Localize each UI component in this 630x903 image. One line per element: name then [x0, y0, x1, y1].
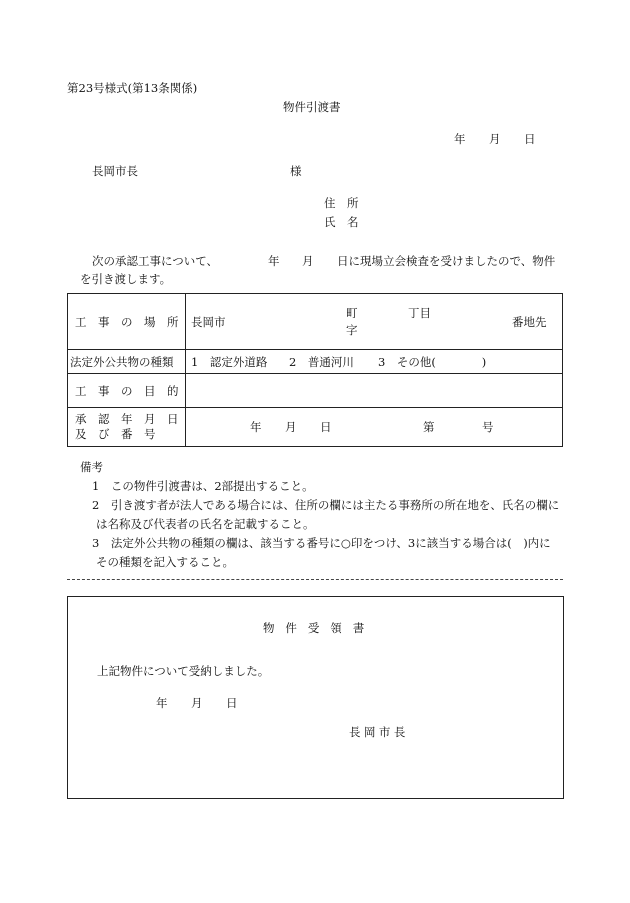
name-label: 氏 名	[324, 215, 359, 229]
type-option-other: 3 その他( )	[378, 355, 487, 369]
handover-table	[67, 293, 563, 447]
approval-month: 月	[285, 420, 297, 434]
type-label-cell	[68, 350, 186, 374]
table-row-purpose	[68, 374, 563, 408]
table-row-location	[68, 294, 563, 350]
location-city: 長岡市	[191, 315, 226, 329]
note-2-line2: は名称及び代表者の氏名を記載すること。	[96, 517, 315, 531]
receipt-box	[67, 596, 564, 799]
addressee-honorific: 様	[290, 164, 302, 178]
location-aza: 字	[346, 323, 358, 337]
receipt-mayor: 長岡市長	[349, 725, 409, 739]
approval-day: 日	[320, 420, 332, 434]
approval-label-cell	[68, 408, 186, 447]
type-option-river: 2 普通河川	[289, 355, 354, 369]
date-day: 日	[524, 132, 536, 146]
approval-dai: 第	[423, 420, 435, 434]
purpose-value-cell	[186, 374, 563, 408]
location-label: 工 事 の 場 所	[75, 315, 179, 329]
type-value-cell	[186, 350, 563, 374]
receipt-month: 月	[191, 696, 203, 710]
approval-year: 年	[250, 420, 262, 434]
note-3-line2: その種類を記入すること。	[96, 555, 234, 569]
table-row-type	[68, 350, 563, 374]
notes-heading: 備考	[80, 460, 103, 474]
intro-rest: 日に現場立会検査を受けましたので、物件	[337, 254, 556, 268]
purpose-label: 工 事 の 目 的	[75, 384, 179, 398]
location-value-cell	[186, 294, 563, 350]
approval-label-line2: 及 び 番 号	[75, 427, 156, 441]
intro-year: 年	[268, 254, 280, 268]
note-1: 1 この物件引渡書は、2部提出すること。	[92, 479, 314, 493]
date-month: 月	[489, 132, 501, 146]
cut-line	[67, 579, 563, 580]
note-3-line1: 3 法定外公共物の種類の欄は、該当する番号に○印をつけ、3に該当する場合は( )内に	[92, 536, 551, 550]
receipt-day: 日	[226, 696, 238, 710]
type-label: 法定外公共物の種類	[70, 355, 174, 369]
intro-month: 月	[302, 254, 314, 268]
intro-line2: を引き渡します。	[80, 272, 172, 286]
receipt-title: 物件受領書	[263, 621, 376, 635]
table-row-approval	[68, 408, 563, 447]
location-chome: 丁目	[408, 306, 431, 320]
receipt-year: 年	[156, 696, 168, 710]
address-label: 住 所	[324, 196, 359, 210]
type-option-road: 1 認定外道路	[191, 355, 268, 369]
date-year: 年	[454, 132, 466, 146]
approval-value-cell	[186, 408, 563, 447]
purpose-label-cell	[68, 374, 186, 408]
location-label-cell	[68, 294, 186, 350]
approval-go: 号	[482, 420, 494, 434]
location-banchi: 番地先	[512, 315, 547, 329]
document-title: 物件引渡書	[283, 100, 341, 114]
note-2-line1: 2 引き渡す者が法人である場合には、住所の欄には主たる事務所の所在地を、氏名の欄に	[92, 498, 560, 512]
intro-lead: 次の承認工事について、	[92, 254, 219, 268]
location-machi: 町	[346, 306, 358, 320]
addressee-name: 長岡市長	[92, 164, 138, 178]
receipt-text: 上記物件について受納しました。	[97, 664, 270, 678]
form-number: 第23号様式(第13条関係)	[67, 81, 198, 95]
approval-label-line1: 承 認 年 月 日	[75, 412, 179, 426]
